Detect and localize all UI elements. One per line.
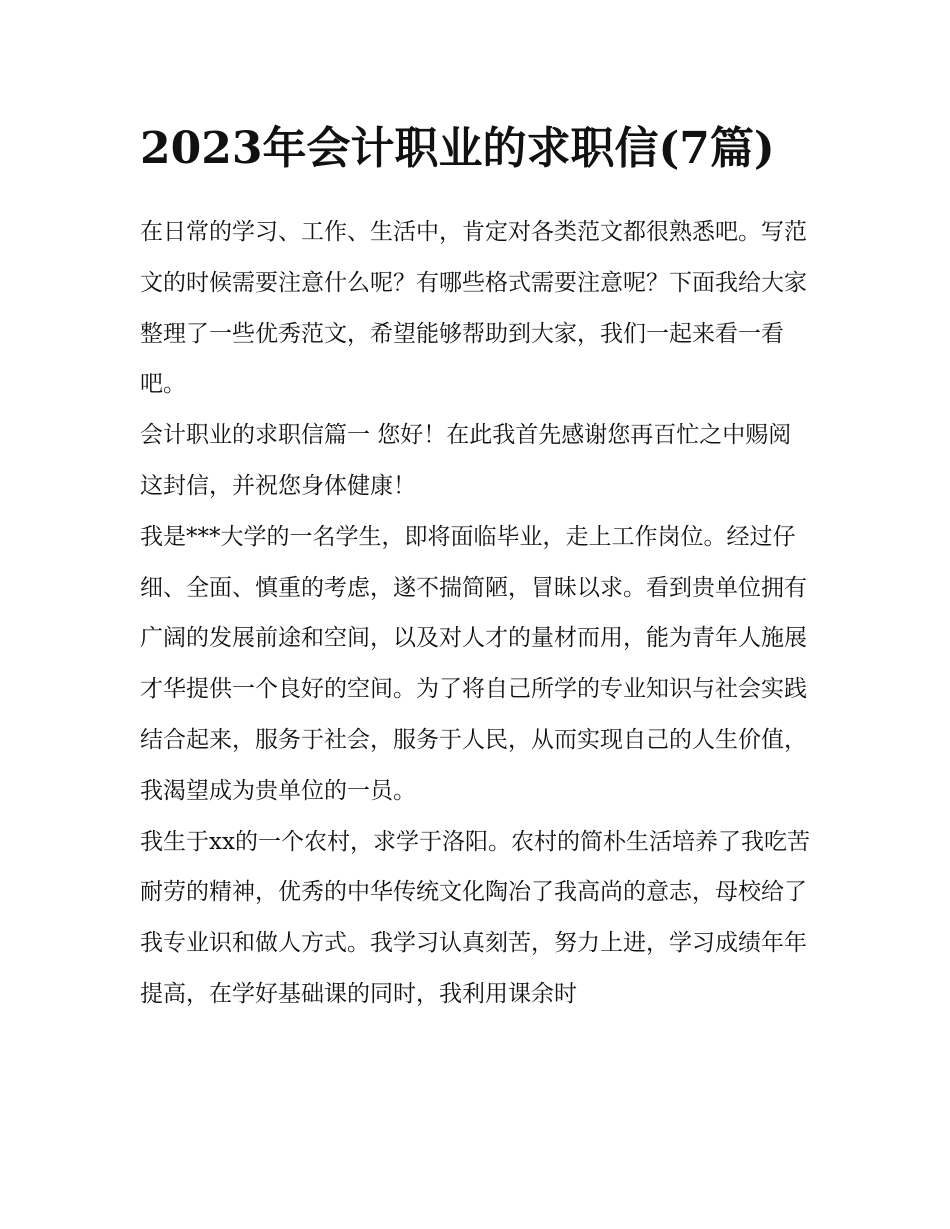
paragraph-background: 我生于xx的一个农村，求学于洛阳。农村的简朴生活培养了我吃苦耐劳的精神，优秀的中华传统文化陶冶了我高尚的意志，母校给了我专业识和做人方式。我学习认真刻苦，努力上进，学习成绩年年提高，在学好基础课的同时，我利用课余时 xyxy=(140,828,810,1007)
document-body xyxy=(140,207,812,1020)
paragraph-greeting: 会计职业的求职信篇一 您好！在此我首先感谢您再百忙之中赐阅这封信，并祝您身体健康！ xyxy=(140,422,792,499)
document-title: 2023年会计职业的求职信(7篇) xyxy=(140,123,775,174)
paragraph-self-introduction: 我是***大学的一名学生，即将面临毕业，走上工作岗位。经过仔细、全面、慎重的考虑，遂不揣简陋，冒昧以求。看到贵单位拥有广阔的发展前途和空间，以及对人才的量材而用，能为青年人施展才华提供一个良好的空间。为了将自己所学的专业知识与社会实践结合起来，服务于社会，服务于人民，从而实现自己的人生价值，我渴望成为贵单位的一员。 xyxy=(140,523,807,804)
document-page xyxy=(140,118,812,1020)
paragraph-intro: 在日常的学习、工作、生活中，肯定对各类范文都很熟悉吧。写范文的时候需要注意什么呢？有哪些格式需要注意呢？下面我给大家整理了一些优秀范文，希望能够帮助到大家，我们一起来看一看吧。 xyxy=(140,219,807,398)
